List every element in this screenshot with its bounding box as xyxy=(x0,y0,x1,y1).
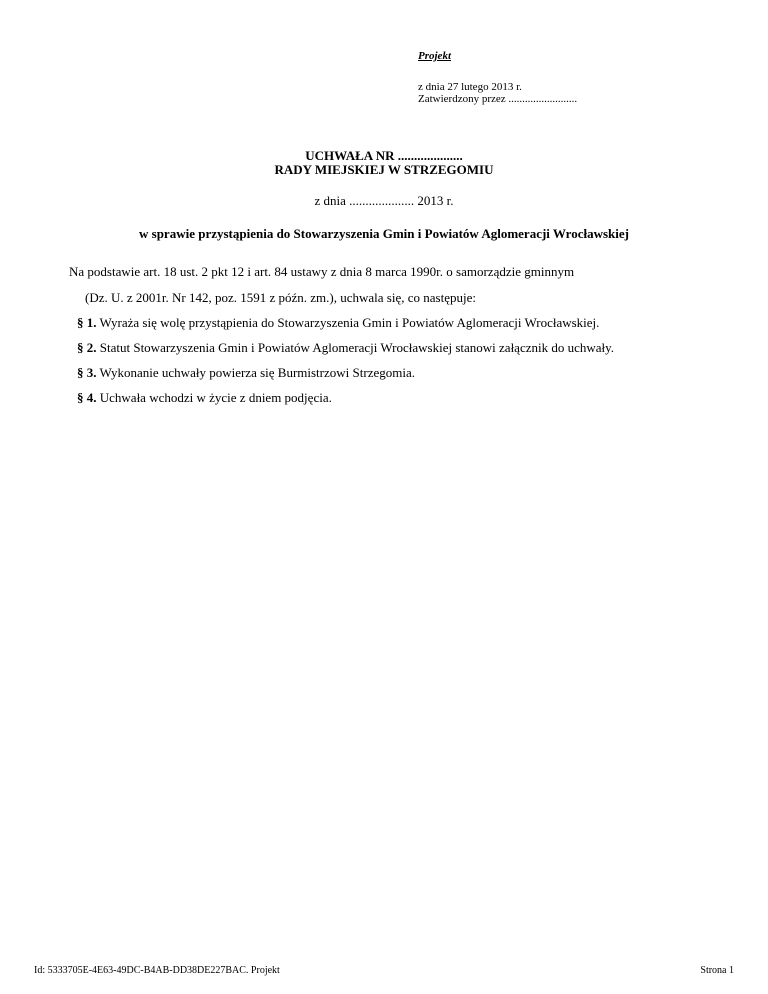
resolution-date: z dnia .................... 2013 r. xyxy=(314,193,454,208)
paragraph-number: § 1. xyxy=(77,315,97,330)
paragraph-1 xyxy=(77,315,599,331)
approved-by: Zatwierdzony przez ......................... xyxy=(418,93,578,105)
paragraph-text: Uchwała wchodzi w życie z dniem podjęcia. xyxy=(96,390,332,405)
footer-document-id: Id: 5333705E-4E63-49DC-B4AB-DD38DE227BAC. Projekt xyxy=(34,965,280,976)
legal-basis-line-1: Na podstawie art. 18 ust. 2 pkt 12 i art. 84 ustawy z dnia 8 marca 1990r. o samorządzie gminnym xyxy=(69,264,575,279)
resolution-subject: w sprawie przystąpienia do Stowarzyszenia Gmin i Powiatów Aglomeracji Wrocławskiej xyxy=(139,226,629,241)
paragraph-number: § 4. xyxy=(77,390,97,405)
council-name-title: RADY MIEJSKIEJ W STRZEGOMIU xyxy=(274,162,494,177)
paragraph-3 xyxy=(77,365,415,381)
paragraph-number: § 3. xyxy=(77,365,97,380)
paragraph-text: Wykonanie uchwały powierza się Burmistrzowi Strzegomia. xyxy=(96,365,415,380)
paragraph-text: Statut Stowarzyszenia Gmin i Powiatów Aglomeracji Wrocławskiej stanowi załącznik do uchwały. xyxy=(96,340,615,355)
paragraph-4 xyxy=(77,390,332,406)
paragraph-2 xyxy=(77,340,614,356)
project-label: Projekt xyxy=(418,50,451,62)
resolution-number-title: UCHWAŁA NR .................... xyxy=(305,148,463,163)
paragraph-text: Wyraża się wolę przystąpienia do Stowarzyszenia Gmin i Powiatów Aglomeracji Wrocławskiej. xyxy=(96,315,600,330)
legal-basis-line-2: (Dz. U. z 2001r. Nr 142, poz. 1591 z późn. zm.), uchwala się, co następuje: xyxy=(85,290,476,305)
paragraph-number: § 2. xyxy=(77,340,97,355)
footer-page-number: Strona 1 xyxy=(700,965,734,976)
draft-date: z dnia 27 lutego 2013 r. xyxy=(418,81,522,93)
